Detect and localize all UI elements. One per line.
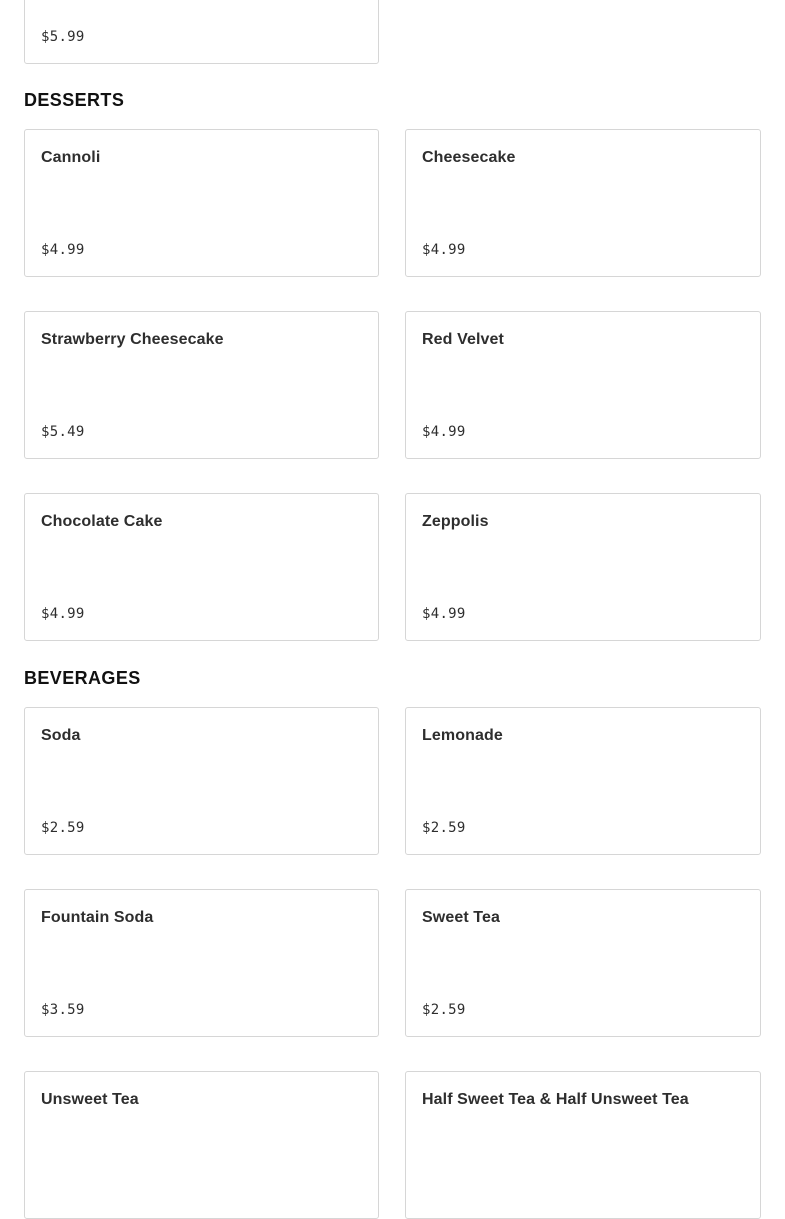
menu-item-card[interactable] bbox=[405, 129, 761, 277]
menu-item-price: $2.59 bbox=[422, 1002, 466, 1018]
section-title-beverages: BEVERAGES bbox=[24, 668, 141, 688]
menu-item-name: Unsweet Tea bbox=[41, 1091, 139, 1108]
menu-item-name: Sweet Tea bbox=[422, 909, 500, 926]
menu-item-price: $4.99 bbox=[422, 606, 466, 622]
menu-item-card[interactable] bbox=[405, 493, 761, 641]
menu-item-card[interactable] bbox=[405, 889, 761, 1037]
menu-item-name: Zeppolis bbox=[422, 513, 489, 530]
menu-item-name: Cheesecake bbox=[422, 149, 516, 166]
menu-item-name: Half Sweet Tea & Half Unsweet Tea bbox=[422, 1091, 689, 1108]
menu-item-card[interactable] bbox=[24, 889, 379, 1037]
menu-item-name: Cannoli bbox=[41, 149, 101, 166]
menu-item-card[interactable] bbox=[24, 707, 379, 855]
menu-item-card[interactable] bbox=[24, 129, 379, 277]
menu-item-name: Lemonade bbox=[422, 727, 503, 744]
menu-item-card[interactable] bbox=[24, 311, 379, 459]
menu-item-price: $4.99 bbox=[422, 424, 466, 440]
section-title-desserts: DESSERTS bbox=[24, 90, 125, 110]
menu-item-name: Chocolate Cake bbox=[41, 513, 163, 530]
menu-item-card[interactable] bbox=[405, 707, 761, 855]
menu-item-name: Red Velvet bbox=[422, 331, 504, 348]
menu-item-card[interactable] bbox=[405, 1071, 761, 1219]
menu-item-price: $4.99 bbox=[422, 242, 466, 258]
menu-item-name: Fountain Soda bbox=[41, 909, 154, 926]
menu-item-price: $2.59 bbox=[41, 820, 85, 836]
menu-item-price: $3.59 bbox=[41, 1002, 85, 1018]
menu-item-card[interactable] bbox=[24, 0, 379, 64]
menu-item-card[interactable] bbox=[24, 493, 379, 641]
menu-item-price: $2.59 bbox=[422, 820, 466, 836]
menu-item-name: Soda bbox=[41, 727, 81, 744]
menu-item-price: $5.49 bbox=[41, 424, 85, 440]
menu-item-card[interactable] bbox=[24, 1071, 379, 1219]
menu-item-price: $4.99 bbox=[41, 606, 85, 622]
menu-item-price: $4.99 bbox=[41, 242, 85, 258]
menu-item-card[interactable] bbox=[405, 311, 761, 459]
menu-item-price: $5.99 bbox=[41, 29, 85, 45]
menu-item-name: Strawberry Cheesecake bbox=[41, 331, 224, 348]
